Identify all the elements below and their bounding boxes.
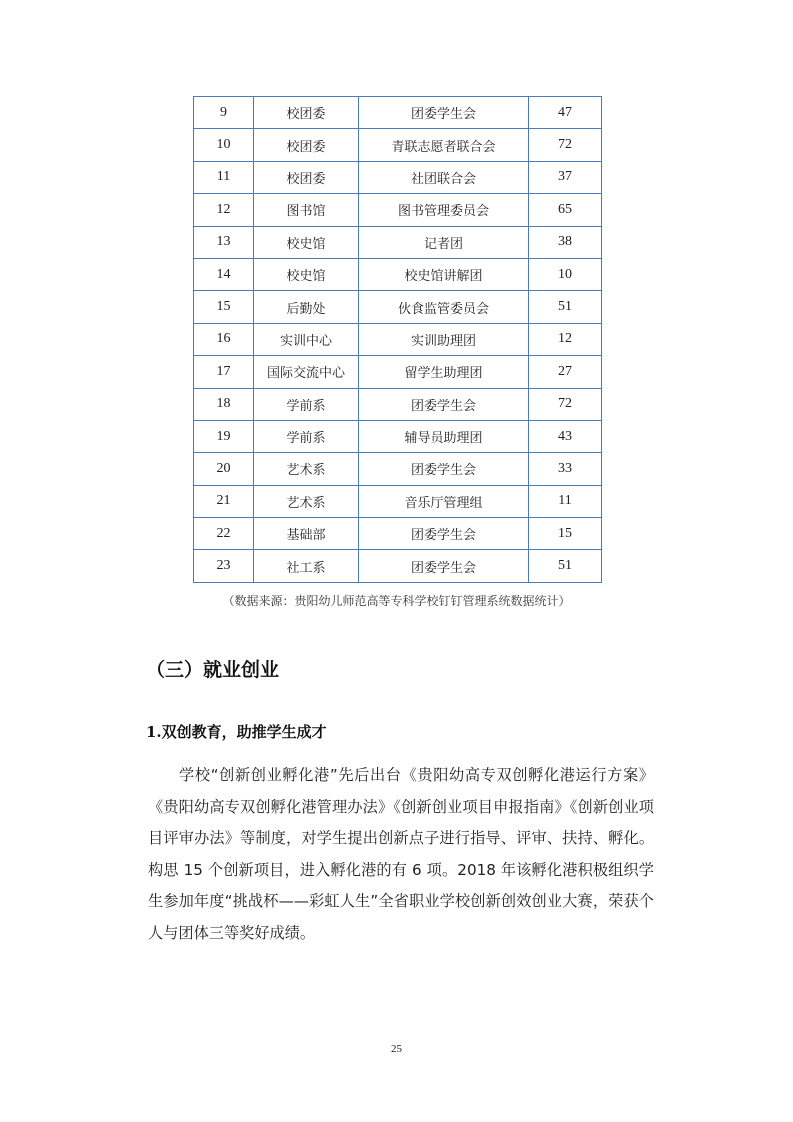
table-row [194, 129, 602, 161]
table-row [194, 291, 602, 323]
table-row [194, 485, 602, 517]
organization-cell: 社团联合会 [359, 161, 529, 193]
count-cell: 27 [529, 356, 602, 388]
department-cell: 后勤处 [254, 291, 359, 323]
count-cell: 15 [529, 518, 602, 550]
table-row [194, 258, 602, 290]
row-index-cell: 16 [194, 323, 254, 355]
organization-cell: 团委学生会 [359, 550, 529, 582]
data-source-note: （数据来源：贵阳幼儿师范高等专科学校钉钉管理系统数据统计） [222, 594, 571, 608]
row-index-cell: 22 [194, 518, 254, 550]
count-cell: 72 [529, 129, 602, 161]
row-index-cell: 13 [194, 226, 254, 258]
organization-cell: 校史馆讲解团 [359, 258, 529, 290]
department-cell: 校史馆 [254, 226, 359, 258]
table-row [194, 356, 602, 388]
table-row [194, 323, 602, 355]
table-row [194, 550, 602, 582]
count-cell: 12 [529, 323, 602, 355]
organization-cell: 团委学生会 [359, 453, 529, 485]
count-cell: 10 [529, 258, 602, 290]
organization-cell: 辅导员助理团 [359, 420, 529, 452]
row-index-cell: 20 [194, 453, 254, 485]
organization-cell: 团委学生会 [359, 388, 529, 420]
row-index-cell: 10 [194, 129, 254, 161]
department-cell: 艺术系 [254, 485, 359, 517]
department-cell: 艺术系 [254, 453, 359, 485]
organization-cell: 音乐厅管理组 [359, 485, 529, 517]
section-heading: （三）就业创业 [146, 659, 280, 681]
count-cell: 51 [529, 550, 602, 582]
sub-heading: 1.双创教育，助推学生成才 [146, 723, 327, 741]
table-body [194, 97, 602, 583]
count-cell: 43 [529, 420, 602, 452]
count-cell: 38 [529, 226, 602, 258]
department-cell: 学前系 [254, 388, 359, 420]
count-cell: 65 [529, 194, 602, 226]
organization-cell: 团委学生会 [359, 97, 529, 129]
row-index-cell: 17 [194, 356, 254, 388]
department-cell: 图书馆 [254, 194, 359, 226]
count-cell: 47 [529, 97, 602, 129]
data-table [193, 96, 602, 583]
department-cell: 校团委 [254, 97, 359, 129]
row-index-cell: 14 [194, 258, 254, 290]
table-row [194, 420, 602, 452]
row-index-cell: 15 [194, 291, 254, 323]
row-index-cell: 12 [194, 194, 254, 226]
body-paragraph: 学校“创新创业孵化港”先后出台《贵阳幼高专双创孵化港运行方案》《贵阳幼高专双创孵化港管理办法》《创新创业项目申报指南》《创新创业项目评审办法》等制度，对学生提出创新点子进行指导、评审、扶持、孵化。构思 15 个创新项目，进入孵化港的有 6 项。2018 年该孵化港积极组织学生参加年度“挑战杯——彩虹人生”全省职业学校创新创效创业大赛，荣获个人与团体三等奖好成绩。 [148, 766, 654, 942]
department-cell: 实训中心 [254, 323, 359, 355]
count-cell: 37 [529, 161, 602, 193]
table-row [194, 388, 602, 420]
table-row [194, 226, 602, 258]
department-cell: 基础部 [254, 518, 359, 550]
organization-cell: 记者团 [359, 226, 529, 258]
organization-cell: 伙食监管委员会 [359, 291, 529, 323]
table-row [194, 518, 602, 550]
organization-cell: 留学生助理团 [359, 356, 529, 388]
row-index-cell: 21 [194, 485, 254, 517]
organization-cell: 实训助理团 [359, 323, 529, 355]
department-cell: 校团委 [254, 129, 359, 161]
department-cell: 社工系 [254, 550, 359, 582]
table-row [194, 194, 602, 226]
organization-cell: 青联志愿者联合会 [359, 129, 529, 161]
row-index-cell: 9 [194, 97, 254, 129]
organization-cell: 图书管理委员会 [359, 194, 529, 226]
department-cell: 国际交流中心 [254, 356, 359, 388]
row-index-cell: 19 [194, 420, 254, 452]
organization-cell: 团委学生会 [359, 518, 529, 550]
row-index-cell: 11 [194, 161, 254, 193]
department-cell: 学前系 [254, 420, 359, 452]
row-index-cell: 23 [194, 550, 254, 582]
page-number: 25 [391, 1043, 402, 1055]
count-cell: 72 [529, 388, 602, 420]
row-index-cell: 18 [194, 388, 254, 420]
department-cell: 校史馆 [254, 258, 359, 290]
table-row [194, 97, 602, 129]
count-cell: 51 [529, 291, 602, 323]
department-cell: 校团委 [254, 161, 359, 193]
table-row [194, 161, 602, 193]
table-row [194, 453, 602, 485]
count-cell: 11 [529, 485, 602, 517]
count-cell: 33 [529, 453, 602, 485]
